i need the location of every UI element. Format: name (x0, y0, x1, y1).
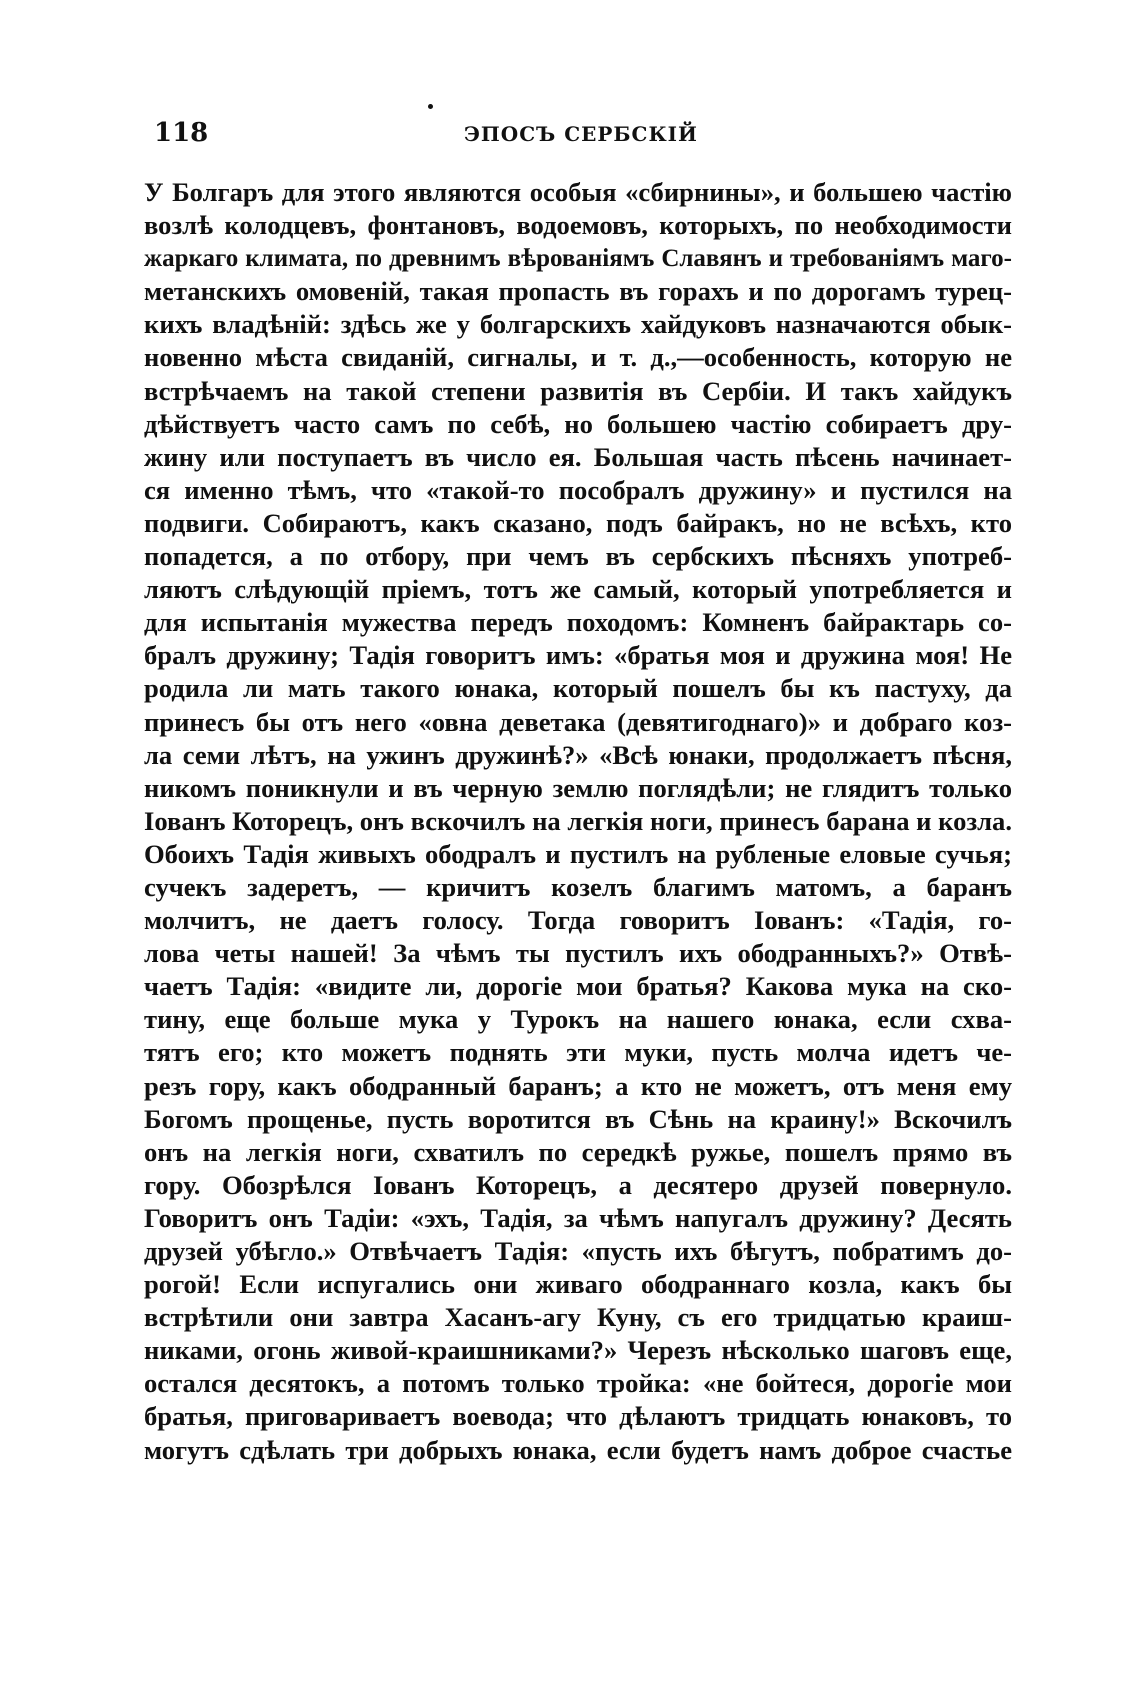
text-line: тину, еще больше мука у Турокъ на нашего юнака, если схва- (144, 1004, 1012, 1035)
text-line: никомъ поникнули и въ черную землю поглядѣли; не глядитъ только (144, 772, 1012, 803)
text-line: ляютъ слѣдующій пріемъ, тотъ же самый, который употребляется и (144, 574, 1012, 605)
text-line: никами, огонь живой-краишниками?» Черезъ нѣсколько шаговъ еще, (144, 1335, 1012, 1366)
text-line: жаркаго климата, по древнимъ вѣрованіямъ Славянъ и требованіямъ маго- (144, 245, 1012, 273)
text-line: друзей убѣгло.» Отвѣчаетъ Тадія: «пусть ихъ бѣгутъ, побратимъ до- (144, 1236, 1012, 1266)
print-speck (428, 104, 433, 109)
text-line: родила ли мать такого юнака, который пошелъ бы къ пастуху, да (144, 673, 1012, 704)
text-line: лова четы нашей! За чѣмъ ты пустилъ ихъ ободранныхъ?» Отвѣ- (144, 938, 1012, 969)
text-line: встрѣчаемъ на такой степени развитія въ Сербіи. И такъ хайдукъ (144, 375, 1012, 406)
text-line: рогой! Если испугались они живаго ободраннаго козла, какъ бы (144, 1269, 1012, 1300)
text-line: онъ на легкія ноги, схватилъ по середкѣ ружье, пошелъ прямо въ (144, 1136, 1012, 1167)
text-line: У Болгаръ для этого являются особыя «сбирнины», и большею частію (144, 177, 1012, 207)
text-line: подвиги. Собираютъ, какъ сказано, подъ байракъ, но не всѣхъ, кто (144, 507, 1012, 538)
text-line: попадется, а по отбору, при чемъ въ сербскихъ пѣсняхъ употреб- (144, 541, 1012, 572)
body-text (144, 176, 1012, 1467)
text-line: гору. Обозрѣлся Іованъ Которецъ, а десятеро друзей повернуло. (144, 1169, 1012, 1200)
text-line: дѣйствуетъ часто самъ по себѣ, но большею частію собираетъ дру- (144, 408, 1012, 439)
text-line: Обоихъ Тадія живыхъ ободралъ и пустилъ на рубленые еловые сучья; (144, 838, 1012, 869)
page-number: 118 (154, 118, 209, 148)
text-line: принесъ бы отъ него «овна деветака (девятигоднаго)» и добраго коз- (144, 706, 1012, 737)
text-line: остался десятокъ, а потомъ только тройка: «не бойтеся, дорогіе мои (144, 1368, 1012, 1399)
text-line: Іованъ Которецъ, онъ вскочилъ на легкія ноги, принесъ барана и козла. (144, 805, 1012, 836)
text-line: сучекъ задеретъ, — кричитъ козелъ благимъ матомъ, а баранъ (144, 871, 1012, 902)
text-line: жину или поступаетъ въ число ея. Большая часть пѣсень начинает- (144, 441, 1012, 472)
text-line: ся именно тѣмъ, что «такой-то пособралъ дружину» и пустился на (144, 474, 1012, 505)
running-title: ЭПОСЪ СЕРБСКІЙ (464, 122, 698, 146)
text-line: могутъ сдѣлать три добрыхъ юнака, если будетъ намъ доброе счастье (144, 1434, 1012, 1465)
text-line: Богомъ прощенье, пусть воротится въ Сѣнь на краину!» Вскочилъ (144, 1103, 1012, 1134)
text-line: кихъ владѣній: здѣсь же у болгарскихъ хайдуковъ назначаются обык- (144, 309, 1012, 340)
text-line: резъ гору, какъ ободранный баранъ; а кто не можетъ, отъ меня ему (144, 1070, 1012, 1101)
text-line: ла семи лѣтъ, на ужинъ дружинѣ?» «Всѣ юнаки, продолжаетъ пѣсня, (144, 739, 1012, 770)
text-line: метанскихъ омовеній, такая пропасть въ горахъ и по дорогамъ турец- (144, 276, 1012, 307)
text-line: чаетъ Тадія: «видите ли, дорогіе мои братья? Какова мука на ско- (144, 971, 1012, 1002)
text-line: встрѣтили они завтра Хасанъ-агу Куну, съ его тридцатью краиш- (144, 1302, 1012, 1333)
text-line: братья, приговариваетъ воевода; что дѣлаютъ тридцать юнаковъ, то (144, 1401, 1012, 1432)
text-line: Говоритъ онъ Тадіи: «эхъ, Тадія, за чѣмъ напугалъ дружину? Десять (144, 1202, 1012, 1233)
text-line: для испытанія мужества передъ походомъ: Комненъ байрактарь со- (144, 607, 1012, 638)
text-line: возлѣ колодцевъ, фонтановъ, водоемовъ, которыхъ, по необходимости (144, 210, 1012, 241)
text-line: тятъ его; кто можетъ поднять эти муки, пусть молча идетъ че- (144, 1037, 1012, 1068)
page-header (154, 118, 1012, 158)
text-line: новенно мѣста свиданій, сигналы, и т. д.,—особенность, которую не (144, 342, 1012, 373)
text-line: бралъ дружину; Тадія говоритъ имъ: «братья моя и дружина моя! Не (144, 640, 1012, 671)
text-line: молчитъ, не даетъ голосу. Тогда говоритъ Іованъ: «Тадія, го- (144, 905, 1012, 936)
